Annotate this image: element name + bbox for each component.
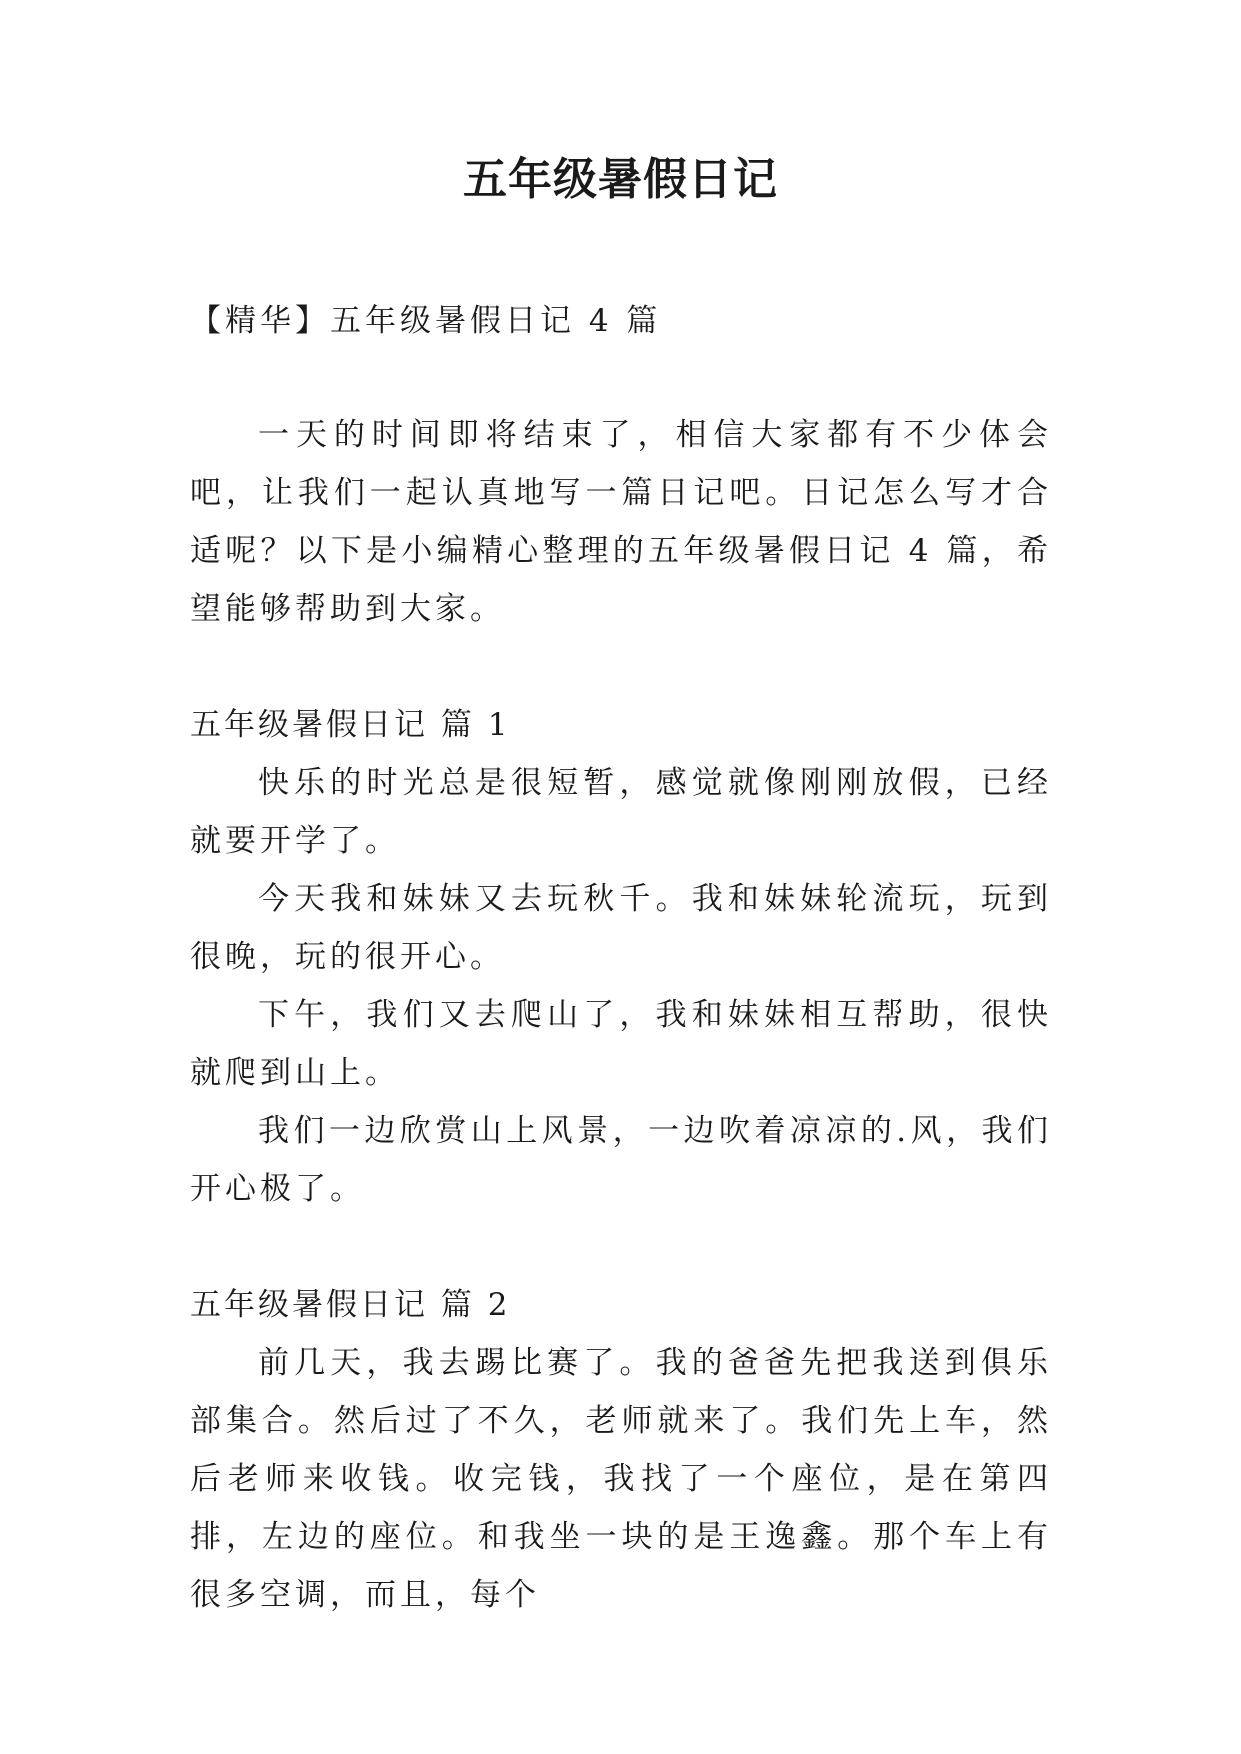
document-body [190,292,1052,1624]
section-heading: 五年级暑假日记 篇 2 [190,1287,511,1323]
document-title: 五年级暑假日记 [463,154,778,205]
body-paragraph: 今天我和妹妹又去玩秋千。我和妹妹轮流玩，玩到很晚，玩的很开心。 [190,881,1052,975]
body-paragraph: 快乐的时光总是很短暂，感觉就像刚刚放假，已经就要开学了。 [190,765,1052,859]
body-paragraph: 前几天，我去踢比赛了。我的爸爸先把我送到俱乐部集合。然后过了不久，老师就来了。我们先上车，然后老师来收钱。收完钱，我找了一个座位，是在第四排，左边的座位。和我坐一块的是王逸鑫。那个车上有很多空调，而且，每个 [190,1345,1052,1613]
body-paragraph: 我们一边欣赏山上风景，一边吹着凉凉的.风，我们开心极了。 [190,1113,1052,1207]
intro-paragraph: 一天的时间即将结束了，相信大家都有不少体会吧，让我们一起认真地写一篇日记吧。日记怎么写才合适呢？以下是小编精心整理的五年级暑假日记 4 篇，希望能够帮助到大家。 [190,417,1052,627]
section-heading: 五年级暑假日记 篇 1 [190,707,511,743]
body-paragraph: 下午，我们又去爬山了，我和妹妹相互帮助，很快就爬到山上。 [190,997,1052,1091]
document-subtitle: 【精华】五年级暑假日记 4 篇 [190,303,662,339]
